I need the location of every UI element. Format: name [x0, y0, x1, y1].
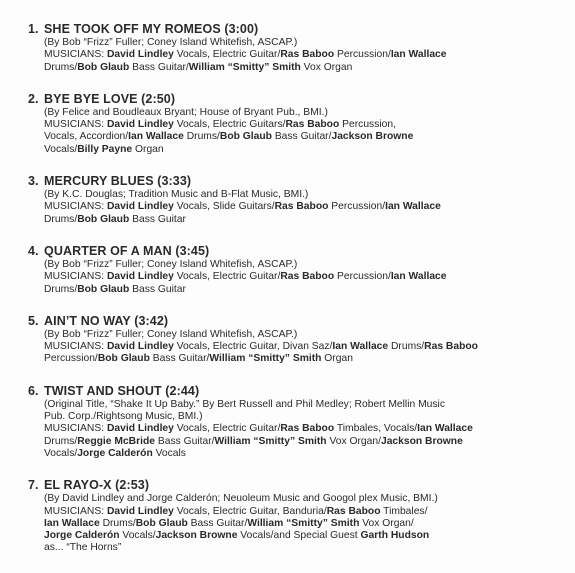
credit-text: Vocals/ — [44, 143, 78, 155]
track-body — [44, 314, 548, 366]
track-number: 7. — [28, 478, 39, 493]
musician-name: Bob Glaub — [97, 353, 150, 365]
credit-text: (Original Title, “Shake It Up Baby.” By Bert Russell and Phil Medley; Robert Mellin Music — [44, 398, 445, 410]
credit-line — [44, 119, 548, 131]
credit-line — [44, 189, 548, 201]
credit-line — [44, 131, 548, 143]
credit-line — [44, 284, 548, 296]
credit-text: Vocals — [152, 447, 186, 459]
track-entry — [28, 384, 548, 460]
track-number: 4. — [28, 243, 39, 258]
track-number: 5. — [28, 313, 39, 328]
musician-name: William “Smitty” Smith — [214, 435, 327, 447]
credit-line — [44, 201, 548, 213]
musician-name: David Lindley — [106, 271, 174, 283]
credit-text: Vocals, Slide Guitars/ — [173, 201, 275, 213]
credit-line — [44, 329, 548, 341]
credit-text: Vox Organ/ — [326, 435, 381, 447]
credit-text: Vocals/ — [119, 530, 156, 542]
credit-text: MUSICIANS: — [44, 271, 107, 283]
musician-name: Ian Wallace — [385, 201, 441, 213]
musician-name: Ras Baboo — [285, 119, 340, 131]
credit-line — [44, 493, 548, 505]
credit-line — [44, 530, 548, 542]
track-number: 6. — [28, 383, 39, 398]
track-body — [44, 244, 548, 296]
credit-text: Bass Guitar — [129, 213, 186, 225]
musician-name: David Lindley — [106, 49, 174, 61]
credit-text: Drums/ — [44, 283, 78, 295]
musician-name: Bob Glaub — [219, 131, 272, 143]
musician-name: William “Smitty” Smith — [188, 61, 301, 73]
track-credits — [44, 493, 548, 554]
track-credits — [44, 37, 548, 74]
musician-name: William “Smitty” Smith — [247, 517, 360, 529]
track-number: 2. — [28, 91, 39, 106]
track-number: 3. — [28, 174, 39, 189]
musician-name: Ras Baboo — [280, 49, 335, 61]
track-title: BYE BYE LOVE (2:50) — [44, 91, 176, 106]
credit-text: (By K.C. Douglas; Tradition Music and B-Flat Music, BMI.) — [44, 189, 309, 201]
credit-text: Percussion/ — [334, 271, 391, 283]
credit-line — [44, 423, 548, 435]
credit-text: Drums/ — [44, 213, 78, 225]
track-body — [44, 174, 548, 226]
credit-text: Pub. Corp./Rightsong Music, BMI.) — [44, 411, 203, 423]
track-entry — [28, 92, 548, 156]
credit-text: Bass Guitar/ — [149, 353, 210, 365]
track-entry — [28, 244, 548, 296]
credit-text: MUSICIANS: — [44, 341, 107, 353]
credit-line — [44, 399, 548, 411]
credit-line — [44, 542, 548, 554]
musician-name: Bob Glaub — [135, 517, 188, 529]
credit-text: Vocals, Electric Guitar/ — [173, 271, 281, 283]
track-credits — [44, 107, 548, 156]
credit-text: Vocals, Electric Guitar/ — [173, 423, 281, 435]
track-body — [44, 92, 548, 156]
track-credits — [44, 189, 548, 226]
track-body — [44, 478, 548, 554]
credit-text: Drums/ — [44, 61, 78, 73]
credit-text: Vocals, Accordion/ — [44, 131, 129, 143]
credit-line — [44, 107, 548, 119]
musician-name: Bob Glaub — [77, 213, 130, 225]
credit-text: MUSICIANS: — [44, 119, 107, 131]
credit-text: (By Bob “Frizz” Fuller; Coney Island Whitefish, ASCAP.) — [44, 37, 298, 48]
credit-text: Bass Guitar/ — [271, 131, 332, 143]
musician-name: Reggie McBride — [77, 435, 156, 447]
credit-line — [44, 214, 548, 226]
credit-text: MUSICIANS: — [44, 423, 107, 435]
credit-line — [44, 436, 548, 448]
musician-name: Bob Glaub — [77, 61, 130, 73]
musician-name: Ian Wallace — [332, 341, 389, 353]
track-entry — [28, 314, 548, 366]
credit-text: Vocals, Electric Guitar, Banduria/ — [173, 505, 327, 517]
musician-name: Ian Wallace — [390, 49, 447, 61]
credit-text: Drums/ — [183, 131, 220, 143]
credit-text: Percussion, — [339, 119, 396, 131]
musician-name: Jackson Browne — [380, 435, 463, 447]
musician-name: Ian Wallace — [128, 131, 184, 143]
track-credits — [44, 259, 548, 296]
credit-text: Bass Guitar/ — [155, 435, 215, 447]
musician-name: Jackson Browne — [155, 530, 238, 542]
musician-name: David Lindley — [106, 423, 174, 435]
credit-line — [44, 448, 548, 460]
musician-name: Ras Baboo — [274, 201, 329, 213]
credit-text: (By Felice and Boudleaux Bryant; House of Bryant Pub., BMI.) — [44, 106, 328, 118]
track-entry — [28, 174, 548, 226]
credit-line — [44, 144, 548, 156]
credit-text: MUSICIANS: — [44, 201, 107, 213]
musician-name: Billy Payne — [77, 143, 133, 155]
musician-name: Jackson Browne — [331, 131, 414, 143]
track-credits — [44, 399, 548, 460]
credit-text: Percussion/ — [334, 49, 391, 61]
credit-text: Timbales, Vocals/ — [334, 423, 418, 435]
track-title: AIN’T NO WAY (3:42) — [44, 313, 169, 328]
track-entry — [28, 22, 548, 74]
credit-text: Drums/ — [388, 341, 425, 353]
credit-text: Vocals, Electric Guitar, Divan Saz/ — [173, 341, 333, 353]
credit-text: (By David Lindley and Jorge Calderón; Neuoleum Music and Googol plex Music, BMI.) — [44, 493, 438, 505]
musician-name: David Lindley — [106, 119, 174, 131]
credit-text: Vocals/ — [44, 447, 78, 459]
musician-name: William “Smitty” Smith — [209, 353, 322, 365]
musician-name: David Lindley — [106, 201, 174, 213]
track-number: 1. — [28, 22, 39, 36]
track-title: TWIST AND SHOUT (2:44) — [44, 383, 200, 398]
credit-text: (By Bob “Frizz” Fuller; Coney Island Whitefish, ASCAP.) — [44, 258, 298, 270]
credit-line — [44, 62, 548, 74]
credit-text: MUSICIANS: — [44, 505, 107, 517]
track-credits — [44, 329, 548, 366]
musician-name: Bob Glaub — [77, 283, 130, 295]
credit-line — [44, 506, 548, 518]
track-title: EL RAYO-X (2:53) — [44, 478, 150, 493]
credit-text: Vocals, Electric Guitar/ — [173, 49, 281, 61]
credit-text: Organ — [132, 143, 164, 155]
credit-text: Drums/ — [44, 435, 78, 447]
track-entry — [28, 478, 548, 554]
track-list — [28, 22, 548, 573]
credit-text: Vox Organ/ — [359, 517, 414, 529]
credit-text: Organ — [321, 353, 353, 365]
credit-text: Percussion/ — [44, 353, 98, 365]
musician-name: David Lindley — [106, 505, 174, 517]
credit-text: Bass Guitar — [129, 283, 186, 295]
track-body — [44, 22, 548, 74]
musician-name: Ras Baboo — [326, 505, 381, 517]
credit-text: (By Bob “Frizz” Fuller; Coney Island Whitefish, ASCAP.) — [44, 328, 298, 340]
credit-line — [44, 353, 548, 365]
credit-line — [44, 259, 548, 271]
musician-name: David Lindley — [106, 341, 174, 353]
credit-text: Timbales/ — [380, 505, 428, 517]
credit-line — [44, 271, 548, 283]
credit-line — [44, 49, 548, 61]
musician-name: Ras Baboo — [424, 341, 478, 353]
track-body — [44, 384, 548, 460]
musician-name: Ian Wallace — [390, 271, 447, 283]
credit-text: Vox Organ — [300, 61, 353, 73]
musician-name: Ras Baboo — [280, 423, 335, 435]
credit-line — [44, 37, 548, 49]
credit-line — [44, 411, 548, 423]
credit-text: Percussion/ — [328, 201, 386, 213]
credit-text: Bass Guitar/ — [129, 61, 189, 73]
credit-text: Vocals/and Special Guest — [237, 530, 361, 542]
musician-name: Ian Wallace — [44, 517, 100, 529]
musician-name: Jorge Calderón — [44, 530, 120, 542]
credit-text: Bass Guitar/ — [187, 517, 248, 529]
musician-name: Garth Hudson — [360, 530, 430, 542]
credit-text: Vocals, Electric Guitars/ — [173, 119, 286, 131]
track-title: SHE TOOK OFF MY ROMEOS (3:00) — [44, 22, 259, 36]
musician-name: Ian Wallace — [417, 423, 473, 435]
musician-name: Jorge Calderón — [77, 447, 153, 459]
credit-text: MUSICIANS: — [44, 49, 107, 61]
track-title: MERCURY BLUES (3:33) — [44, 174, 192, 189]
credit-text: as... “The Horns” — [44, 542, 122, 554]
track-title: QUARTER OF A MAN (3:45) — [44, 243, 210, 258]
credit-line — [44, 341, 548, 353]
musician-name: Ras Baboo — [280, 271, 335, 283]
credit-line — [44, 518, 548, 530]
credit-text: Drums/ — [99, 517, 136, 529]
